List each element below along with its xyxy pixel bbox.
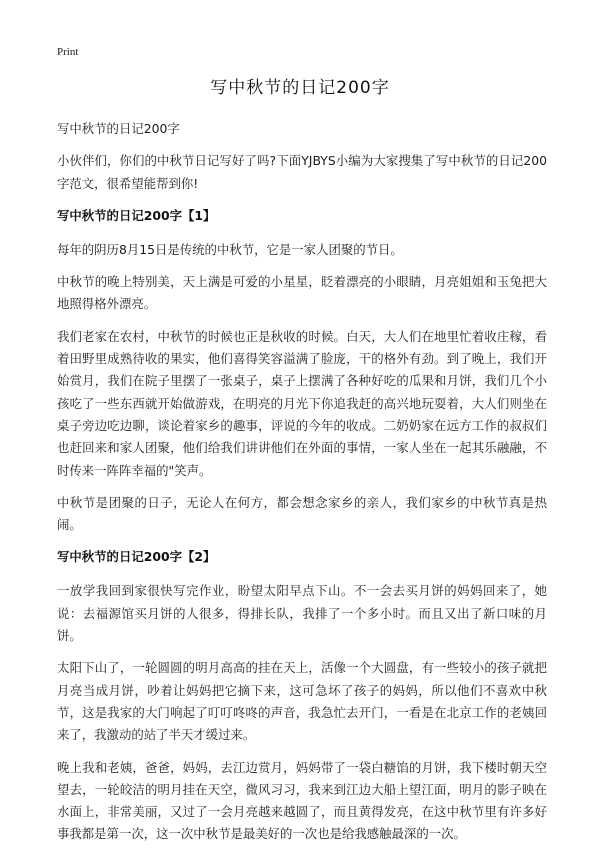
intro-paragraph: 小伙伴们，你们的中秋节日记写好了吗?下面YJBYS小编为大家搜集了写中秋节的日记200字范文，很希望能帮到你! [57, 153, 547, 191]
section-2-paragraph-2: 太阳下山了，一轮圆圆的明月高高的挂在天上，活像一个大圆盘，有一些较小的孩子就把月亮当成月饼，吵着让妈妈把它摘下来，这可急坏了孩子的妈妈，所以他们不喜欢中秋节，这是我家的大门响起了叮叮咚咚的声音，我急忙去开门，一看是在北京工作的老姨回来了，我激动的站了半天才缓过来。 [57, 660, 547, 743]
section-1-paragraph-2: 中秋节的晚上特别美，天上满是可爱的小星星，眨着漂亮的小眼睛，月亮姐姐和玉兔把大地照得格外漂亮。 [57, 274, 547, 312]
section-1-paragraph-3: 我们老家在农村，中秋节的时候也正是秋收的时候。白天，大人们在地里忙着收庄稼，看着田野里成熟待收的果实，他们喜得笑容溢满了脸庞，干的格外有劲。到了晚上，我们开始赏月，我们在院子里摆了一张桌子，桌子上摆满了各种好吃的瓜果和月饼，我们几个小孩吃了一些东西就开始做游戏，在明亮的月光下你追我赶的高兴地玩耍着，大人们则坐在桌子旁边吃边聊，谈论着家乡的趣事，评说的今年的收成。二奶奶家在远方工作的叔叔们也赶回来和家人团聚，他们给我们讲讲他们在外面的事情，一家人坐在一起其乐融融，不时传来一阵阵幸福的"笑声。 [57, 328, 547, 478]
article-subtitle: 写中秋节的日记200字 [57, 121, 180, 136]
section-2-paragraph-1: 一放学我回到家很快写完作业，盼望太阳早点下山。不一会去买月饼的妈妈回来了，她说：去福源馆买月饼的人很多，得排长队，我排了一个多小时。而且又出了新口味的月饼。 [57, 583, 547, 644]
page-title: 写中秋节的日记200字 [210, 78, 390, 98]
print-link[interactable]: Print [57, 46, 79, 58]
section-1-paragraph-1: 每年的阴历8月15日是传统的中秋节，它是一家人团聚的节日。 [57, 241, 403, 257]
article-body [57, 118, 547, 856]
section-2-paragraph-3: 晚上我和老姨，爸爸，妈妈，去江边赏月，妈妈带了一袋白糖馅的月饼，我下楼时朝天空望去，一轮皎洁的明月挂在天空，微风习习，我来到江边大船上望江面，明月的影子映在水面上，非常美丽，又过了一会月亮越来越圆了，而且黄得发亮，在这中秋节里有许多好事我都是第一次，这一次中秋节是最美好的一次也是给我感触最深的一次。 [57, 759, 547, 842]
section-heading-2: 写中秋节的日记200字【2】 [57, 549, 216, 565]
section-1-paragraph-4: 中秋节是团聚的日子，无论人在何方，都会想念家乡的亲人，我们家乡的中秋节真是热闹。 [57, 494, 547, 533]
section-heading-1: 写中秋节的日记200字【1】 [57, 207, 216, 223]
